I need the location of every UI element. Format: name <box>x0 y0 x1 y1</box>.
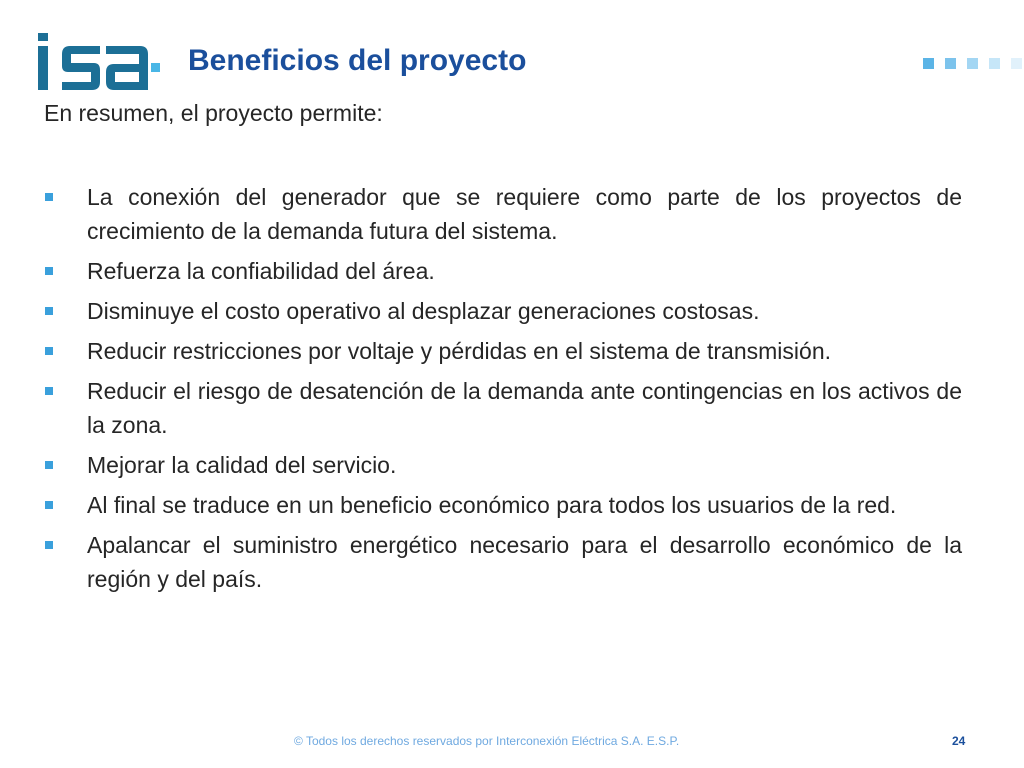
list-item <box>44 254 962 288</box>
list-item-text: Disminuye el costo operativo al desplazar generaciones costosas. <box>87 298 760 324</box>
decoration-square <box>989 58 1000 69</box>
bullet-square-icon <box>45 267 53 275</box>
bullet-square-icon <box>45 193 53 201</box>
page-number: 24 <box>952 734 966 748</box>
decoration-square <box>967 58 978 69</box>
decoration-square <box>945 58 956 69</box>
list-item-text: Reducir el riesgo de desatención de la demanda ante contingencias en los activos de la zona. <box>87 378 962 438</box>
bullet-square-icon <box>45 387 53 395</box>
decoration-square <box>923 58 934 69</box>
list-item-text: Refuerza la confiabilidad del área. <box>87 258 435 284</box>
bullet-square-icon <box>45 541 53 549</box>
list-item-text: Reducir restricciones por voltaje y pérdidas en el sistema de transmisión. <box>87 338 831 364</box>
isa-logo <box>34 32 164 94</box>
list-item <box>44 374 962 442</box>
page-title: Beneficios del proyecto <box>188 44 527 77</box>
bullet-square-icon <box>45 501 53 509</box>
list-item-text: Al final se traduce en un beneficio económico para todos los usuarios de la red. <box>87 492 897 518</box>
list-item <box>44 294 962 328</box>
header-decoration <box>923 58 1022 69</box>
list-item-text: Mejorar la calidad del servicio. <box>87 452 397 478</box>
list-item-text: Apalancar el suministro energético necesario para el desarrollo económico de la región y del país. <box>87 532 962 592</box>
list-item <box>44 488 962 522</box>
list-item <box>44 448 962 482</box>
bullet-square-icon <box>45 461 53 469</box>
list-item <box>44 334 962 368</box>
list-item-text: La conexión del generador que se requiere como parte de los proyectos de crecimiento de la demanda futura del sistema. <box>87 184 962 244</box>
list-item <box>44 180 962 248</box>
list-item <box>44 528 962 596</box>
intro-text: En resumen, el proyecto permite: <box>44 100 383 126</box>
benefits-list <box>44 180 962 602</box>
copyright-notice: © Todos los derechos reservados por Interconexión Eléctrica S.A. E.S.P. <box>294 734 680 748</box>
bullet-square-icon <box>45 307 53 315</box>
decoration-square <box>1011 58 1022 69</box>
bullet-square-icon <box>45 347 53 355</box>
